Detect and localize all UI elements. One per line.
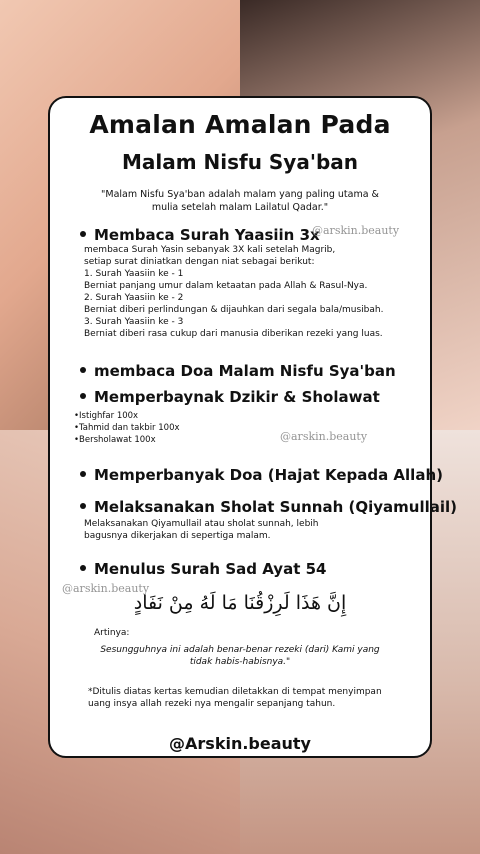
bullet-icon <box>80 503 86 509</box>
dzikir-list <box>74 410 180 446</box>
list-item: • Tahmid dan takbir 100x <box>74 422 180 434</box>
watermark: @arskin.beauty <box>312 224 400 237</box>
section-body-sholat: Melaksanakan Qiyamullail atau sholat sunnah, lebih bagusnya dikerjakan di sepertiga malam. <box>84 519 319 541</box>
bullet-icon <box>80 231 86 237</box>
section-heading-dzikir: Memperbaynak Dzikir & Sholawat <box>80 388 380 406</box>
watermark: @arskin.beauty <box>62 582 150 595</box>
translation-text: Sesungguhnya ini adalah benar-benar rezeki (dari) Kami yang tidak habis-habisnya." <box>100 645 380 667</box>
section-heading-doa-nisfu: membaca Doa Malam Nisfu Sya'ban <box>80 362 396 380</box>
list-item: • Bersholawat 100x <box>74 434 180 446</box>
bullet-icon <box>80 367 86 373</box>
footnote: *Ditulis diatas kertas kemudian diletakkan di tempat menyimpan uang insya allah rezeki nya mengalir sepanjang tahun. <box>88 687 382 709</box>
intro-quote: "Malam Nisfu Sya'ban adalah malam yang paling utama & mulia setelah malam Lailatul Qadar." <box>101 189 379 213</box>
list-item: • Istighfar 100x <box>74 410 180 422</box>
section-body-yaasiin: membaca Surah Yasin sebanyak 3X kali setelah Magrib, setiap surat diniatkan dengan niat sebagai berikut: 1. Surah Yaasiin ke - 1 Berniat panjang umur dalam ketaatan pada Allah & Rasul-Nya. 2. Surah Yaasiin ke - 2 Berniat diberi perlindungan & dijauhkan dari segala bala/musibah. 3. Surah Yaasiin ke - 3 Berniat diberi rasa cukup dari manusia diberikan rezeki yang luas. <box>84 245 384 339</box>
bullet-icon <box>80 393 86 399</box>
bullet-icon <box>80 471 86 477</box>
title-line-1: Amalan Amalan Pada <box>89 110 391 139</box>
watermark: @arskin.beauty <box>280 430 368 443</box>
title-line-2: Malam Nisfu Sya'ban <box>121 150 359 174</box>
section-heading-yaasiin: Membaca Surah Yaasiin 3x <box>80 226 320 244</box>
bullet-icon <box>80 565 86 571</box>
section-heading-surah-sad: Menulus Surah Sad Ayat 54 <box>80 560 326 578</box>
section-heading-doa-hajat: Memperbanyak Doa (Hajat Kepada Allah) <box>80 466 443 484</box>
info-card <box>48 96 457 758</box>
translation-label: Artinya: <box>94 628 130 638</box>
account-handle: @Arskin.beauty <box>169 734 311 753</box>
section-heading-sholat: Melaksanakan Sholat Sunnah (Qiyamullail) <box>80 498 457 516</box>
arabic-verse: إِنَّ هَذَا لَرِزْقُنَا مَا لَهُ مِنْ نَفَادٍ <box>133 592 347 614</box>
